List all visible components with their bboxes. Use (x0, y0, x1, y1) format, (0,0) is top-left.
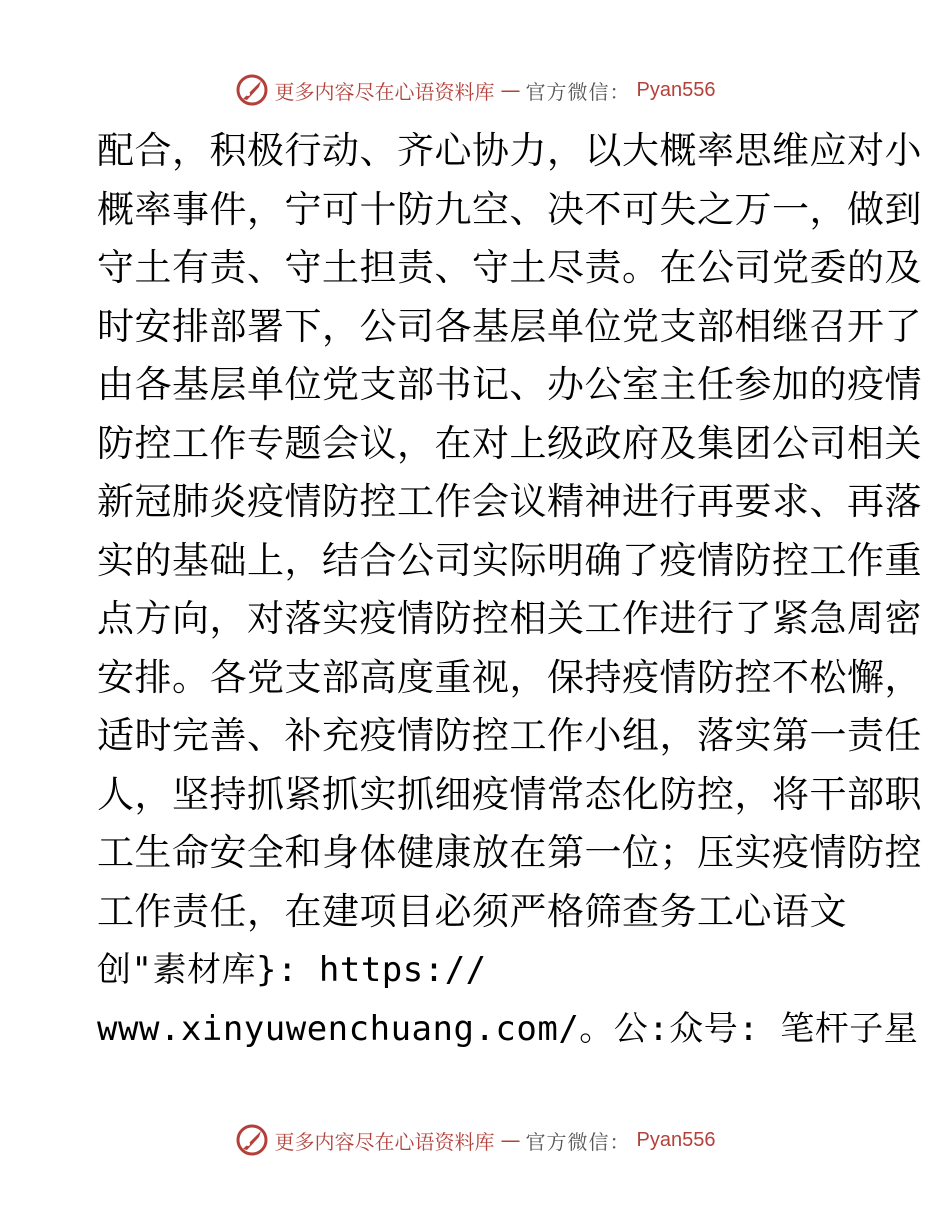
body-line: 点方向，对落实疫情防控相关工作进行了紧急周密 (97, 597, 922, 640)
header-banner-separator: — (500, 78, 520, 102)
body-line-url: www.xinyuwenchuang.com/。公:众号: 笔杆子星 (97, 1008, 919, 1049)
pen-logo-icon (235, 73, 269, 107)
pen-logo-icon (235, 1123, 269, 1157)
header-wechat-label: 官方微信： (525, 79, 631, 104)
body-line: 时安排部署下，公司各基层单位党支部相继召开了 (97, 304, 922, 348)
footer-wechat-id: Pyan556 (636, 1128, 716, 1151)
footer-banner-text: 更多内容尽在心语资料库 (274, 1129, 495, 1154)
document-body (97, 122, 922, 1058)
body-line: 由各基层单位党支部书记、办公室主任参加的疫情 (97, 363, 922, 406)
header-banner (0, 70, 950, 110)
body-line: 工作责任，在建项目必须严格筛查务工心语文 (97, 889, 847, 933)
body-line: 配合，积极行动、齐心协力，以大概率思维应对小 (97, 129, 922, 172)
header-banner-text: 更多内容尽在心语资料库 (274, 79, 495, 104)
body-line: 工生命安全和身体健康放在第一位；压实疫情防控 (97, 831, 922, 874)
body-line: 防控工作专题会议，在对上级政府及集团公司相关 (97, 421, 922, 465)
footer-wechat-label: 官方微信： (525, 1129, 631, 1154)
header-wechat-id: Pyan556 (636, 78, 716, 101)
body-line: 新冠肺炎疫情防控工作会议精神进行再要求、再落 (97, 480, 922, 523)
body-line-url-prefix: 创"素材库}: https:// (97, 950, 487, 990)
body-line: 概率事件，宁可十防九空、决不可失之万一，做到 (97, 187, 922, 231)
footer-banner (0, 1120, 950, 1160)
body-line: 适时完善、补充疫情防控工作小组，落实第一责任 (97, 714, 922, 757)
footer-banner-separator: — (500, 1128, 520, 1152)
body-line: 安排。各党支部高度重视，保持疫情防控不松懈， (97, 655, 922, 699)
body-line: 守土有责、守土担责、守土尽责。在公司党委的及 (97, 246, 922, 289)
body-line: 人，坚持抓紧抓实抓细疫情常态化防控，将干部职 (97, 772, 922, 816)
body-line: 实的基础上，结合公司实际明确了疫情防控工作重 (97, 538, 922, 582)
